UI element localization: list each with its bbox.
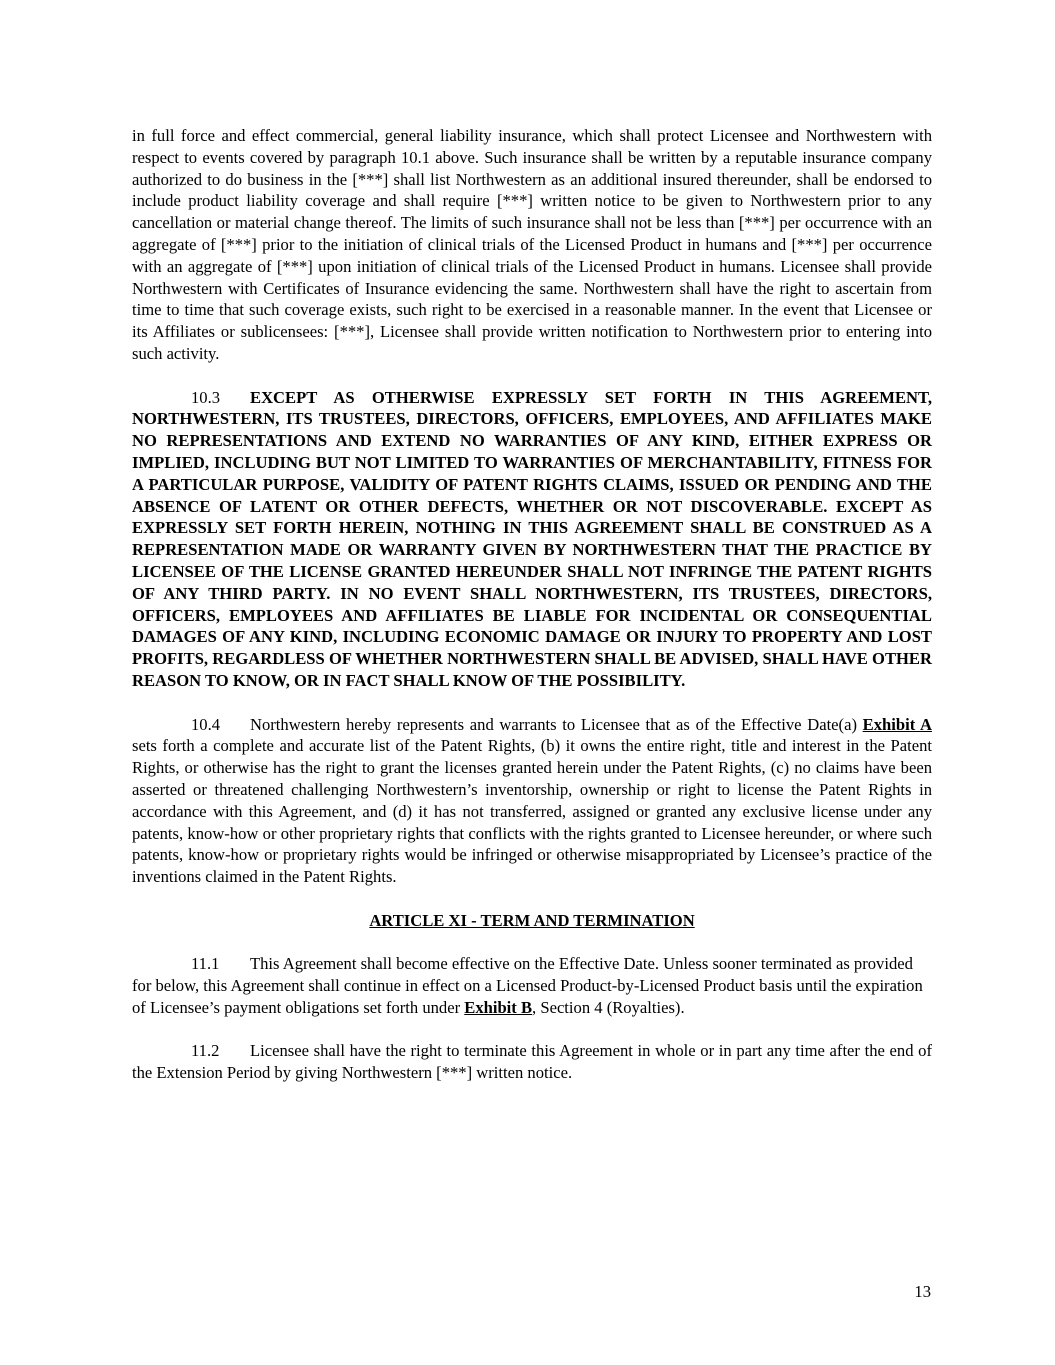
section-number: 10.4 bbox=[191, 714, 221, 734]
section-text: , Section 4 (Royalties). bbox=[532, 997, 685, 1017]
section-text: Northwestern hereby represents and warrants to Licensee that as of the Effective Date(a) bbox=[250, 714, 863, 734]
section-number: 10.3 bbox=[191, 387, 221, 407]
section-10-3 bbox=[132, 387, 932, 692]
section-text: Licensee shall have the right to terminate this Agreement in whole or in part any time after the end of the Extension Period by giving Northwestern [***] written notice. bbox=[132, 1041, 932, 1083]
section-11-2 bbox=[132, 1040, 932, 1084]
exhibit-a-reference: Exhibit A bbox=[862, 714, 932, 734]
section-10-4 bbox=[132, 714, 932, 888]
section-text: This Agreement shall become effective on the Effective Date. Unless sooner terminated as provided for below, this Agreement shall continue in effect on a Licensed Product-by-Licensed Product basis until the expiration of Licensee’s payment obligations set forth under bbox=[132, 954, 923, 1017]
page-number: 13 bbox=[914, 1282, 931, 1301]
section-number: 11.2 bbox=[191, 1041, 220, 1061]
section-11-1 bbox=[132, 953, 932, 1018]
paragraph-10-2-continued: in full force and effect commercial, general liability insurance, which shall protect Licensee and Northwestern with respect to events covered by paragraph 10.1 above. Such insurance shall be written by a reputable insurance company authorized to do business in the [***] shall list Northwestern as an additional insured thereunder, shall be endorsed to include product liability coverage and shall require [***] written notice to be given to Northwestern prior to any cancellation or material change thereof. The limits of such insurance shall not be less than [***] per occurrence with an aggregate of [***] prior to the initiation of clinical trials of the Licensed Product in humans and [***] per occurrence with an aggregate of [***] upon initiation of clinical trials of the Licensed Product in humans. Licensee shall provide Northwestern with Certificates of Insurance evidencing the same. Northwestern shall have the right to ascertain from time to time that such coverage exists, such right to be exercised in a reasonable manner. In the event that Licensee or its Affiliates or sublicensees: [***], Licensee shall provide written notification to Northwestern prior to entering into such activity. bbox=[132, 126, 932, 363]
section-text: sets forth a complete and accurate list of the Patent Rights, (b) it owns the entire right, title and interest in the Patent Rights, or otherwise has the right to grant the licenses granted herein under the Patent Rights, (c) no claims have been asserted or threatened challenging Northwestern’s inventorship, ownership or right to license the Patent Rights in accordance with this Agreement, and (d) it has not transferred, assigned or granted any exclusive license under any patents, know-how or other proprietary rights that conflicts with the rights granted to Licensee hereunder, or where such patents, know-how or proprietary rights would be infringed or otherwise misappropriated by Licensee’s practice of the inventions claimed in the Patent Rights. bbox=[132, 736, 932, 887]
section-number: 11.1 bbox=[191, 954, 220, 974]
disclaimer-text: EXCEPT AS OTHERWISE EXPRESSLY SET FORTH IN THIS AGREEMENT, NORTHWESTERN, ITS TRUSTEES, DIRECTORS, OFFICERS, EMPLOYEES, AND AFFILIATES MAKE NO REPRESENTATIONS AND EXTEND NO WARRANTIES OF ANY KIND, EITHER EXPRESS OR IMPLIED, INCLUDING BUT NOT LIMITED TO WARRANTIES OF MERCHANTABILITY, FITNESS FOR A PARTICULAR PURPOSE, VALIDITY OF PATENT RIGHTS CLAIMS, ISSUED OR PENDING AND THE ABSENCE OF LATENT OR OTHER DEFECTS, WHETHER OR NOT DISCOVERABLE. EXCEPT AS EXPRESSLY SET FORTH HEREIN, NOTHING IN THIS AGREEMENT SHALL BE CONSTRUED AS A REPRESENTATION MADE OR WARRANTY GIVEN BY NORTHWESTERN THAT THE PRACTICE BY LICENSEE OF THE LICENSE GRANTED HEREUNDER SHALL NOT INFRINGE THE PATENT RIGHTS OF ANY THIRD PARTY. IN NO EVENT SHALL NORTHWESTERN, ITS TRUSTEES, DIRECTORS, OFFICERS, EMPLOYEES AND AFFILIATES BE LIABLE FOR INCIDENTAL OR CONSEQUENTIAL DAMAGES OF ANY KIND, INCLUDING ECONOMIC DAMAGE OR INJURY TO PROPERTY AND LOST PROFITS, REGARDLESS OF WHETHER NORTHWESTERN SHALL BE ADVISED, SHALL HAVE OTHER REASON TO KNOW, OR IN FACT SHALL KNOW OF THE POSSIBILITY. bbox=[132, 387, 932, 690]
exhibit-b-reference: Exhibit B bbox=[464, 997, 533, 1017]
document-page bbox=[132, 125, 932, 1084]
article-xi-heading: ARTICLE XI - TERM AND TERMINATION bbox=[369, 910, 695, 930]
